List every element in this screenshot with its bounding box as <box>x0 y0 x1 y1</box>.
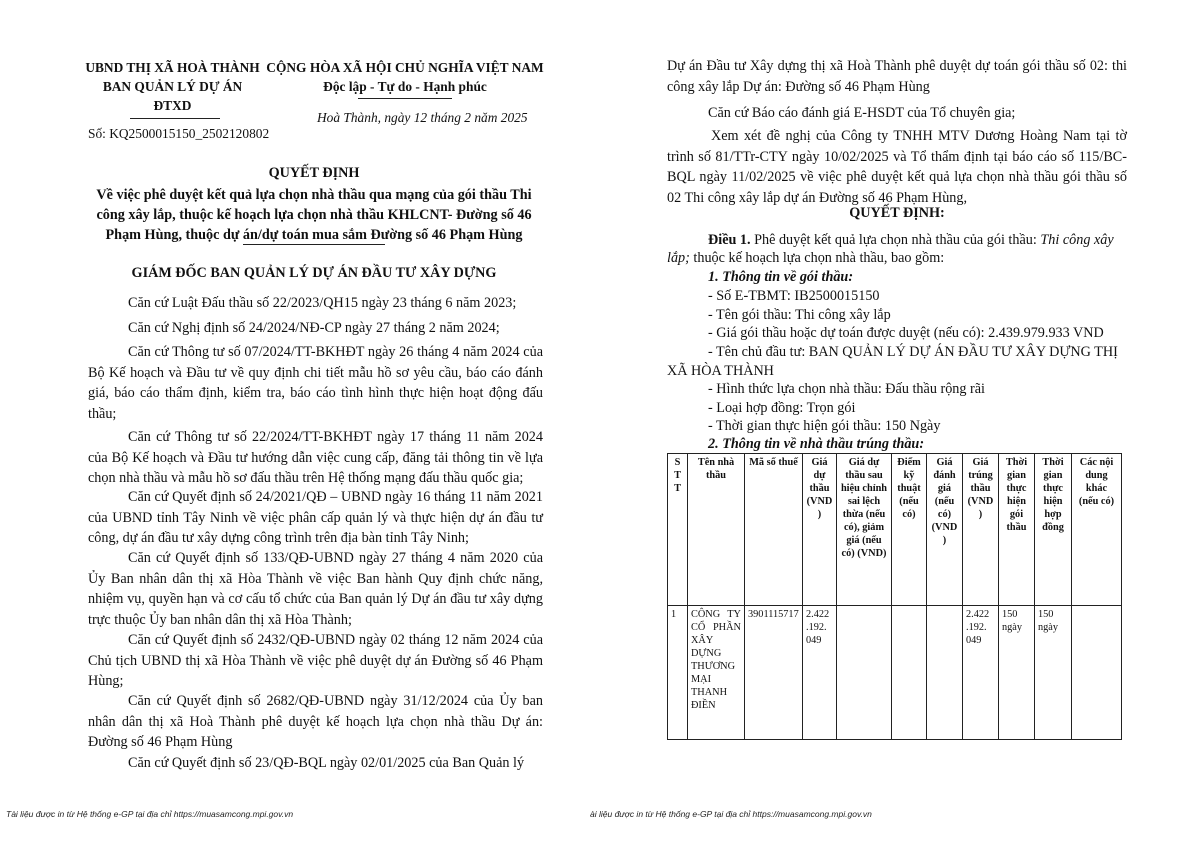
cell-package-duration: 150 ngày <box>999 606 1035 740</box>
cell-tech-score <box>892 606 927 740</box>
cell-contract-duration: 150 ngày <box>1035 606 1072 740</box>
article-1-package: Thi công xây <box>1040 232 1114 248</box>
national-motto <box>265 58 545 96</box>
basis-proposal: Xem xét đề nghị của Công ty TNHH MTV Dương Hoàng Nam tại tờ trình số 81/TTr-CTY ngày 10/02/2025 và Tổ thẩm định tại báo cáo số 115/BC-BQL ngày 11/02/2025 về việc phê duyệt kết quả lựa chọn nhà thầu gói thầu số 02 Thi công xây lắp dự án Đường số 46 Phạm Hùng, <box>667 128 1127 206</box>
col-stt: S T T <box>668 454 688 606</box>
cell-tax-code: 3901115717 <box>745 606 803 740</box>
footer-right: ài liệu được in từ Hệ thống e-GP tại địa chỉ https://muasamcong.mpi.gov.vn <box>590 809 872 819</box>
footer-left: Tài liệu được in từ Hệ thống e-GP tại địa chỉ https://muasamcong.mpi.gov.vn <box>6 809 294 819</box>
info-price: - Giá gói thầu hoặc dự toán được duyệt (nếu có): 2.439.979.933 VND <box>708 325 1104 341</box>
decide-heading: QUYẾT ĐỊNH: <box>849 205 945 221</box>
basis-decree: Căn cứ Nghị định số 24/2024/NĐ-CP ngày 27 tháng 2 năm 2024; <box>128 320 500 336</box>
subject-line-3: Phạm Hùng, thuộc dự án/dự toán mua sắm Đường số 46 Phạm Hùng <box>105 227 523 243</box>
subject-line-1: Về việc phê duyệt kết quả lựa chọn nhà thầu qua mạng của gói thầu Thi <box>96 187 532 203</box>
col-other: Các nội dung khác (nếu có) <box>1072 454 1122 606</box>
subject-underline <box>243 244 385 245</box>
col-adjusted-price: Giá dự thầu sau hiệu chỉnh sai lệch thừa (nếu có), giảm giá (nếu có) (VND) <box>837 454 892 606</box>
subject-line-2: công xây lắp, thuộc kế hoạch lựa chọn nhà thầu KHLCNT- Đường số 46 <box>96 207 532 223</box>
article-1-label: Điều 1. <box>708 232 751 248</box>
basis-decision-2682: Căn cứ Quyết định số 2682/QĐ-UBND ngày 31/12/2024 của Ủy ban nhân dân thị xã Hoà Thành phê duyệt kế hoạch lựa chọn nhà thầu Dự án: Đường số 46 Phạm Hùng <box>88 693 543 750</box>
agency-name <box>80 58 265 115</box>
section-1-heading: 1. Thông tin về gói thầu: <box>708 269 854 285</box>
basis-continued: Dự án Đầu tư Xây dựng thị xã Hoà Thành phê duyệt dự toán gói thầu số 02: thi công xây lắp Dự án: Đường số 46 Phạm Hùng <box>667 58 1127 95</box>
article-1-cont <box>667 248 944 269</box>
agency-underline <box>130 118 220 119</box>
col-bidder-name: Tên nhà thầu <box>688 454 745 606</box>
agency-line-3: ĐTXD <box>153 98 192 113</box>
table-row <box>668 606 1122 740</box>
basis-circular-22: Căn cứ Thông tư số 22/2024/TT-BKHĐT ngày 17 tháng 11 năm 2024 của Bộ Kế hoạch và Đầu tư hướng dẫn việc cung cấp, đăng tải thông tin về lựa chọn nhà thầu và mẫu hồ sơ đấu thầu trên Hệ thống mạng đấu thầu quốc gia; <box>88 429 543 486</box>
basis-law: Căn cứ Luật Đấu thầu số 22/2023/QH15 ngày 23 tháng 6 năm 2023; <box>128 295 517 311</box>
nation-line-2: Độc lập - Tự do - Hạnh phúc <box>323 79 487 94</box>
basis-decision-24: Căn cứ Quyết định số 24/2021/QĐ – UBND ngày 16 tháng 11 năm 2021 của UBND tỉnh Tây Ninh về việc phân cấp quản lý và thực hiện dự án đầu tư công, dự án đầu tư xây dựng công trình trên địa bàn tỉnh Tây Ninh; <box>88 489 543 546</box>
decision-subject <box>80 185 548 245</box>
article-1-rest: thuộc kế hoạch lựa chọn nhà thầu, bao gồm: <box>693 250 945 266</box>
info-duration: - Thời gian thực hiện gói thầu: 150 Ngày <box>708 418 941 434</box>
cell-stt: 1 <box>668 606 688 740</box>
info-method: - Hình thức lựa chọn nhà thầu: Đấu thầu rộng rãi <box>708 381 985 397</box>
cell-other <box>1072 606 1122 740</box>
col-winning-price: Giá trúng thầu (VND ) <box>963 454 999 606</box>
nation-line-1: CỘNG HÒA XÃ HỘI CHỦ NGHĨA VIỆT NAM <box>266 60 544 75</box>
info-contract-type: - Loại hợp đồng: Trọn gói <box>708 400 856 416</box>
info-owner: - Tên chủ đầu tư: BAN QUẢN LÝ DỰ ÁN ĐẦU TƯ XÂY DỰNG THỊ <box>708 344 1118 360</box>
cell-adjusted-price <box>837 606 892 740</box>
basis-decision-133: Căn cứ Quyết định số 133/QĐ-UBND ngày 27 tháng 4 năm 2020 của Ủy Ban nhân dân thị xã Hòa Thành về việc Ban hành Quy định chức năng, nhiệm vụ, quyền hạn và cơ cấu tổ chức của Ban quản lý Dự án đầu tư xây dựng trực thuộc Ủy ban nhân dân thị xã Hòa Thành; <box>88 550 543 628</box>
basis-circular-07: Căn cứ Thông tư số 07/2024/TT-BKHĐT ngày 26 tháng 4 năm 2024 của Bộ Kế hoạch và Đầu tư về quy định chi tiết mẫu hồ sơ yêu cầu, báo cáo đánh giá, báo cáo thẩm định, kiểm tra, báo cáo tình hình thực hiện hoạt động đấu thầu; <box>88 344 543 422</box>
cell-bidder-name: CÔNG TY CỔ PHẦN XÂY DỰNG THƯƠNG MẠI THANH ĐIỀN <box>688 606 745 740</box>
decision-title: QUYẾT ĐỊNH <box>268 165 360 181</box>
col-contract-duration: Thời gian thực hiện hợp đồng <box>1035 454 1072 606</box>
cell-winning-price: 2.422 .192. 049 <box>963 606 999 740</box>
table-header-row <box>668 454 1122 606</box>
info-package-name: - Tên gói thầu: Thi công xây lắp <box>708 307 891 323</box>
article-1-text: Phê duyệt kết quả lựa chọn nhà thầu của gói thầu: <box>754 232 1037 248</box>
col-package-duration: Thời gian thực hiện gói thầu <box>999 454 1035 606</box>
agency-line-2: BAN QUẢN LÝ DỰ ÁN <box>102 79 243 94</box>
agency-line-1: UBND THỊ XÃ HOÀ THÀNH <box>85 60 260 75</box>
info-owner-cont: XÃ HÒA THÀNH <box>667 363 774 379</box>
issuing-authority: GIÁM ĐỐC BAN QUẢN LÝ DỰ ÁN ĐẦU TƯ XÂY DỰNG <box>131 265 497 281</box>
col-evaluated-price: Giá đánh giá (nếu có) (VND ) <box>927 454 963 606</box>
basis-decision-2432: Căn cứ Quyết định số 2432/QĐ-UBND ngày 02 tháng 12 năm 2024 của Chủ tịch UBND thị xã Hòa Thành về việc phê duyệt dự án Đường số 46 Phạm Hùng; <box>88 632 543 689</box>
basis-decision-23: Căn cứ Quyết định số 23/QĐ-BQL ngày 02/01/2025 của Ban Quản lý <box>128 755 525 771</box>
cell-bid-price: 2.422 .192. 049 <box>803 606 837 740</box>
section-2-heading: 2. Thông tin về nhà thầu trúng thầu: <box>708 436 925 452</box>
col-tech-score: Điểm kỹ thuật (nếu có) <box>892 454 927 606</box>
motto-underline <box>358 98 452 99</box>
col-tax-code: Mã số thuế <box>745 454 803 606</box>
basis-evaluation: Căn cứ Báo cáo đánh giá E-HSDT của Tổ chuyên gia; <box>708 105 1016 121</box>
col-bid-price: Giá dự thầu (VND ) <box>803 454 837 606</box>
winning-bidder-table <box>667 453 1122 740</box>
article-1-package-cont: lắp; <box>667 250 690 266</box>
doc-date: Hoà Thành, ngày 12 tháng 2 năm 2025 <box>317 110 528 125</box>
info-tbmt: - Số E-TBMT: IB2500015150 <box>708 288 880 304</box>
doc-number: Số: KQ2500015150_2502120802 <box>88 126 270 141</box>
cell-evaluated-price <box>927 606 963 740</box>
